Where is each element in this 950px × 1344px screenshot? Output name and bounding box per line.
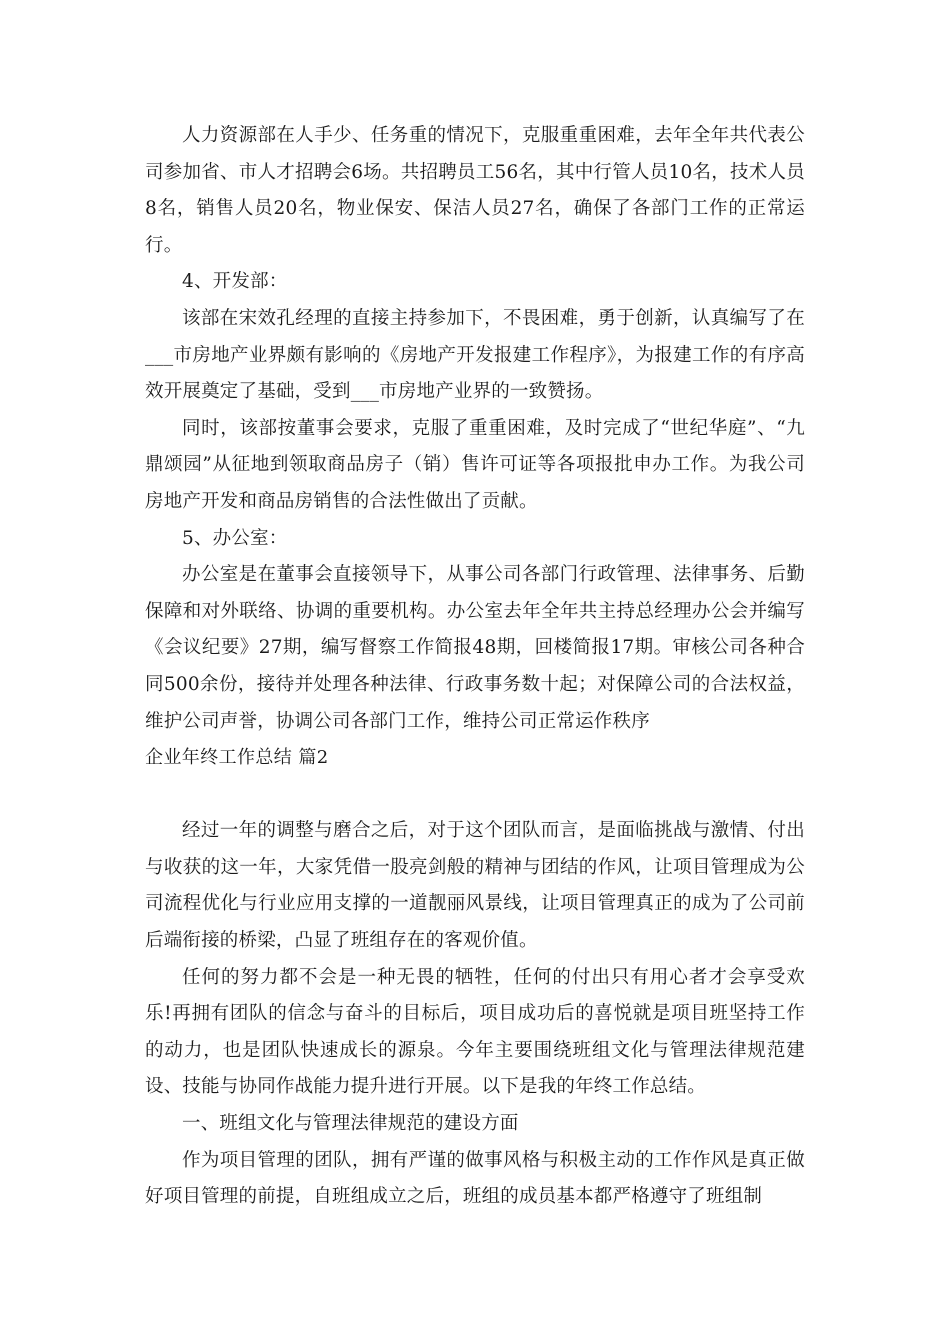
paragraph-hr-department: 人力资源部在人手少、任务重的情况下，克服重重困难，去年全年共代表公司参加省、市人才招聘会6场。共招聘员工56名，其中行管人员10名，技术人员8名，销售人员20名，物业保安、保洁人员27名，确保了各部门工作的正常运行。 — [145, 125, 805, 256]
paragraph-development-2: 同时，该部按董事会要求，克服了重重困难，及时完成了“世纪华庭”、“九鼎颂园”从征地到领取商品房子（销）售许可证等各项报批申办工作。为我公司房地产开发和商品房销售的合法性做出了贡献。 — [145, 417, 805, 512]
paragraph-office: 办公室是在董事会直接领导下，从事公司各部门行政管理、法律事务、后勤保障和对外联络、协调的重要机构。办公室去年全年共主持总经理办公会并编写《会议纪要》27期，编写督察工作简报48期，回楼简报17期。审核公司各种合同500余份，接待并处理各种法律、行政事务数十起；对保障公司的合法权益，维护公司声誉，协调公司各部门工作，维持公司正常运作秩序 — [145, 564, 805, 732]
paragraph-team-effort: 任何的努力都不会是一种无畏的牺牲，任何的付出只有用心者才会享受欢乐!再拥有团队的信念与奋斗的目标后，项目成功后的喜悦就是项目班坚持工作的动力，也是团队快速成长的源泉。今年主要围绕班组文化与管理法律规范建设、技能与协同作战能力提升进行开展。以下是我的年终工作总结。 — [145, 966, 805, 1098]
document-body — [145, 118, 805, 1216]
heading-office: 5、办公室： — [182, 527, 288, 549]
paragraph-team-year: 经过一年的调整与磨合之后，对于这个团队而言，是面临挑战与激情、付出与收获的这一年，大家凭借一股亮剑般的精神与团结的作风，让项目管理成为公司流程优化与行业应用支撑的一道靓丽风景线，让项目管理真正的成为了公司前后端衔接的桥梁，凸显了班组存在的客观价值。 — [145, 820, 805, 952]
blank-line — [145, 777, 805, 814]
paragraph-team-culture: 作为项目管理的团队，拥有严谨的做事风格与积极主动的工作作风是真正做好项目管理的前提，自班组成立之后，班组的成员基本都严格遵守了班组制 — [145, 1149, 805, 1208]
paragraph-development-1: 该部在宋效孔经理的直接主持参加下，不畏困难，勇于创新，认真编写了在___市房地产业界颇有影响的《房地产开发报建工作程序》，为报建工作的有序高效开展奠定了基础，受到___市房地产业界的一致赞扬。 — [145, 307, 805, 403]
heading-development-department: 4、开发部： — [182, 271, 288, 293]
section-title: 企业年终工作总结 篇2 — [145, 747, 329, 769]
heading-team-culture: 一、班组文化与管理法律规范的建设方面 — [182, 1113, 519, 1135]
